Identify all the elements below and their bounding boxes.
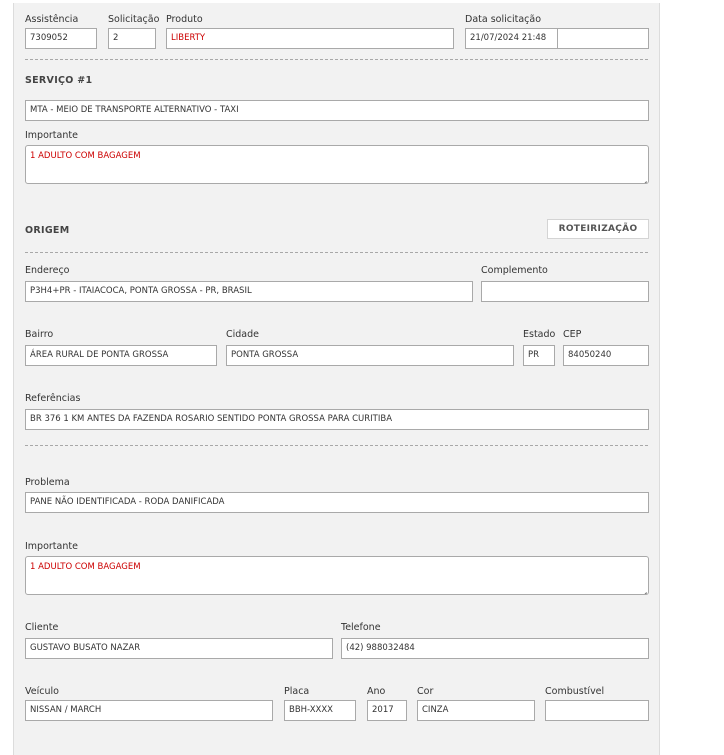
bairro-label: Bairro <box>25 329 54 340</box>
endereco-label: Endereço <box>25 265 70 276</box>
ano-label: Ano <box>367 686 386 697</box>
data-solicitacao-extra-field[interactable] <box>557 28 649 49</box>
origem-title: ORIGEM <box>25 225 70 236</box>
cep-field[interactable]: 84050240 <box>563 345 649 366</box>
placa-label: Placa <box>284 686 310 697</box>
importante-text: 1 ADULTO COM BAGAGEM <box>30 151 141 161</box>
roteirizacao-button[interactable]: ROTEIRIZAÇÃO <box>547 219 649 239</box>
solicitacao-label: Solicitação <box>108 14 160 25</box>
cor-label: Cor <box>417 686 434 697</box>
referencias-label: Referências <box>25 393 81 404</box>
separator <box>25 252 648 253</box>
resize-grip-icon[interactable] <box>640 586 647 593</box>
assistencia-label: Assistência <box>25 14 79 25</box>
combustivel-label: Combustível <box>545 686 605 697</box>
produto-label: Produto <box>166 14 203 25</box>
separator <box>25 59 648 60</box>
placa-field[interactable]: BBH-XXXX <box>284 700 356 721</box>
telefone-field[interactable]: (42) 988032484 <box>341 638 649 659</box>
cliente-label: Cliente <box>25 622 59 633</box>
problema-field[interactable]: PANE NÃO IDENTIFICADA - RODA DANIFICADA <box>25 492 649 513</box>
veiculo-label: Veículo <box>25 686 59 697</box>
cidade-label: Cidade <box>226 329 259 340</box>
combustivel-field[interactable] <box>545 700 649 721</box>
endereco-field[interactable]: P3H4+PR - ITAIACOCA, PONTA GROSSA - PR, BRASIL <box>25 281 473 302</box>
estado-field[interactable]: PR <box>523 345 555 366</box>
assistencia-field[interactable]: 7309052 <box>25 28 97 49</box>
referencias-field[interactable]: BR 376 1 KM ANTES DA FAZENDA ROSARIO SENTIDO PONTA GROSSA PARA CURITIBA <box>25 409 649 430</box>
cidade-field[interactable]: PONTA GROSSA <box>226 345 514 366</box>
cliente-field[interactable]: GUSTAVO BUSATO NAZAR <box>25 638 333 659</box>
complemento-label: Complemento <box>481 265 548 276</box>
solicitacao-field[interactable]: 2 <box>108 28 156 49</box>
cep-label: CEP <box>563 329 582 340</box>
importante-label: Importante <box>25 130 78 141</box>
problema-label: Problema <box>25 477 70 488</box>
data-solicitacao-field[interactable]: 21/07/2024 21:48 <box>465 28 558 49</box>
data-solicitacao-label: Data solicitação <box>465 14 542 25</box>
separator <box>25 445 648 446</box>
estado-label: Estado <box>523 329 556 340</box>
importante-textarea[interactable] <box>25 556 649 595</box>
importante-label: Importante <box>25 541 78 552</box>
cor-field[interactable]: CINZA <box>417 700 535 721</box>
bairro-field[interactable]: ÁREA RURAL DE PONTA GROSSA <box>25 345 217 366</box>
telefone-label: Telefone <box>341 622 381 633</box>
veiculo-field[interactable]: NISSAN / MARCH <box>25 700 273 721</box>
produto-field[interactable]: LIBERTY <box>166 28 454 49</box>
servico-field[interactable]: MTA - MEIO DE TRANSPORTE ALTERNATIVO - TAXI <box>25 100 649 121</box>
servico-title: SERVIÇO #1 <box>25 75 93 86</box>
complemento-field[interactable] <box>481 281 649 302</box>
resize-grip-icon[interactable] <box>640 175 647 182</box>
ano-field[interactable]: 2017 <box>367 700 407 721</box>
importante-text: 1 ADULTO COM BAGAGEM <box>30 562 141 572</box>
importante-textarea[interactable] <box>25 145 649 184</box>
